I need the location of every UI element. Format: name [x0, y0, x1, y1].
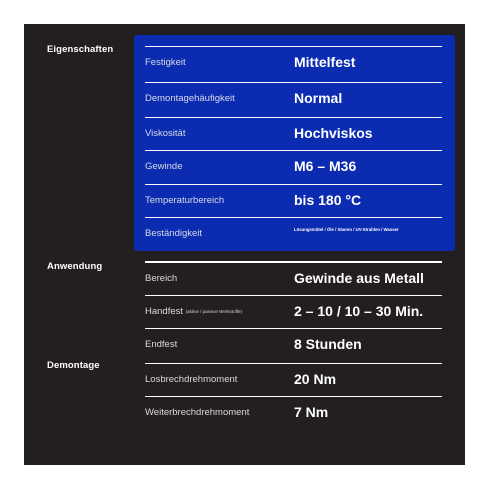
property-label: Viskosität: [145, 128, 186, 139]
property-row-demontagehaeufigkeit: [145, 82, 442, 115]
disassembly-row-losbrechdrehmoment: [145, 363, 442, 396]
property-label: Demontagehäufigkeit: [145, 93, 235, 104]
property-label: Festigkeit: [145, 57, 186, 68]
application-label-note: (aktive / passive Werkstoffe): [185, 309, 243, 314]
property-row-temperaturbereich: [145, 184, 442, 217]
property-value: Normal: [294, 90, 343, 106]
disassembly-label: Losbrechdrehmoment: [145, 374, 238, 385]
property-value: Lösungsmittel / Öle / Säuren / UV-Strahlen / Wasser: [294, 227, 399, 232]
property-row-bestaendigkeit: [145, 217, 442, 250]
section-label-demontage: Demontage: [47, 360, 100, 371]
property-value: M6 – M36: [294, 158, 357, 174]
property-label: Gewinde: [145, 161, 183, 172]
application-value: 8 Stunden: [294, 336, 362, 352]
application-row-bereich: [145, 261, 442, 294]
disassembly-value: 7 Nm: [294, 404, 329, 420]
property-label: Beständigkeit: [145, 228, 203, 239]
disassembly-value: 20 Nm: [294, 371, 337, 387]
section-label-eigenschaften: Eigenschaften: [47, 44, 114, 55]
application-value: Gewinde aus Metall: [294, 270, 424, 286]
application-label: Bereich: [145, 273, 178, 284]
property-row-viskositaet: [145, 117, 442, 150]
property-value: Mittelfest: [294, 54, 356, 70]
property-value: Hochviskos: [294, 125, 373, 141]
datasheet-panel: [24, 24, 465, 465]
application-label: Endfest: [145, 339, 178, 350]
disassembly-label: Weiterbrechdrehmoment: [145, 407, 250, 418]
application-row-handfest: [145, 295, 442, 328]
application-label: Handfest: [145, 306, 184, 318]
section-label-anwendung: Anwendung: [47, 261, 103, 272]
property-value: bis 180 °C: [294, 192, 362, 208]
application-row-endfest: [145, 328, 442, 361]
property-row-gewinde: [145, 150, 442, 183]
application-label-handfest: [145, 296, 242, 327]
application-value: 2 – 10 / 10 – 30 Min.: [294, 303, 424, 319]
disassembly-row-weiterbrechdrehmoment: [145, 396, 442, 429]
property-label: Temperaturbereich: [145, 195, 225, 206]
property-row-festigkeit: [145, 46, 442, 79]
